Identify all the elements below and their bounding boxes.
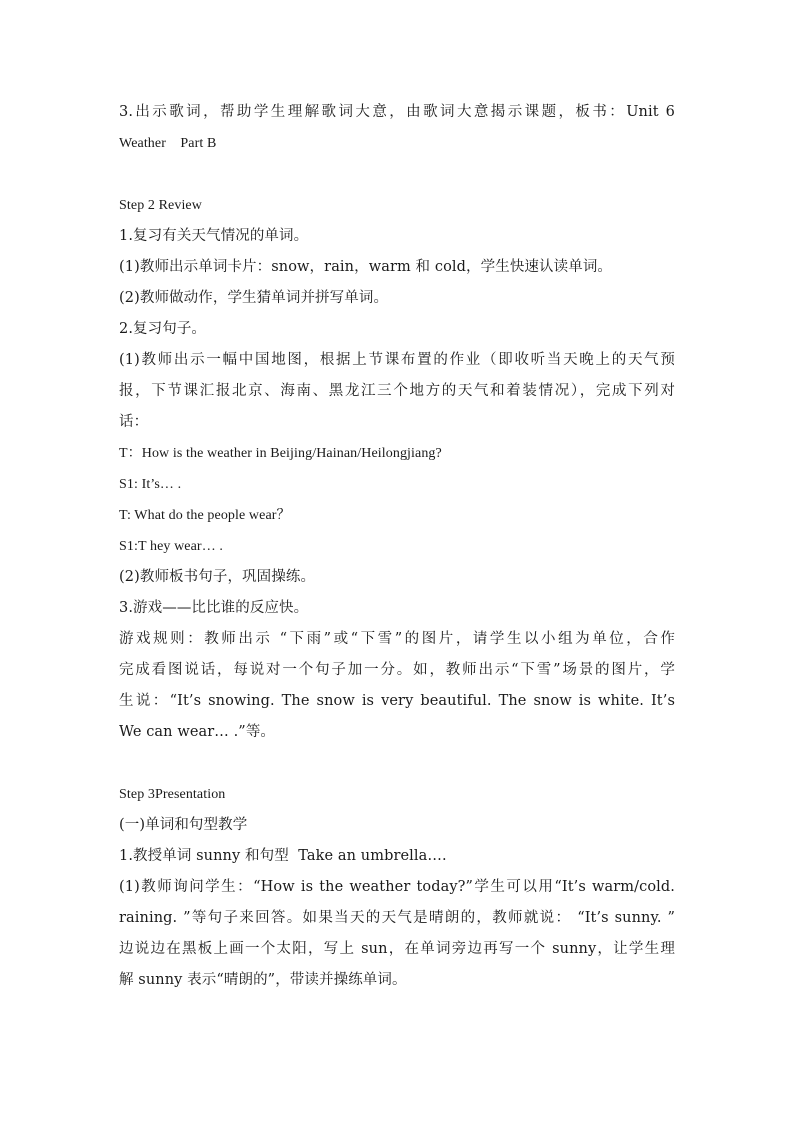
- text-line-18: 游戏规则：教师出示 “下雨”或“下雪”的图片，请学生以小组为单位，合作: [119, 631, 675, 647]
- text-line-7: (2)教师做动作，学生猜单词并拼写单词。: [119, 290, 389, 306]
- text-line-9: (1)教师出示一幅中国地图，根据上节课布置的作业（即收听当天晚上的天气预: [119, 352, 675, 368]
- blank-line: [119, 748, 675, 779]
- dialogue-line-4: S1:T hey wear… .: [119, 539, 223, 554]
- section-heading-step-3: Step 3Presentation: [119, 787, 226, 802]
- text-line-25: 1.教授单词 sunny 和句型 Take an umbrella….: [119, 848, 447, 864]
- text-line-20: 生说：“It’s snowing. The snow is very beautiful. The snow is white. It’s: [119, 693, 675, 709]
- text-line-24: (一)单词和句型教学: [119, 817, 248, 833]
- dialogue-line-2: S1: It’s… .: [119, 477, 182, 492]
- text-line-29: 解 sunny 表示“晴朗的”，带读并操练单词。: [119, 972, 407, 988]
- dialogue-line-1: T：How is the weather in Beijing/Hainan/Heilongjiang?: [119, 446, 442, 461]
- text-line-19: 完成看图说话，每说对一个句子加一分。如，教师出示“下雪”场景的图片，学: [119, 662, 675, 678]
- text-line-5: 1.复习有关天气情况的单词。: [119, 228, 309, 244]
- text-line-10: 报，下节课汇报北京、海南、黑龙江三个地方的天气和着装情况），完成下列对: [119, 383, 675, 399]
- dialogue-line-3: T: What do the people wear？: [119, 508, 291, 523]
- text-line-8: 2.复习句子。: [119, 321, 207, 337]
- text-line-6: (1)教师出示单词卡片：snow，rain，warm 和 cold，学生快速认读单词。: [119, 259, 613, 275]
- text-line-28: 边说边在黑板上画一个太阳，写上 sun，在单词旁边再写一个 sunny，让学生理: [119, 941, 675, 957]
- text-line-11: 话：: [119, 414, 149, 430]
- document-body: [119, 97, 675, 996]
- text-line-16: (2)教师板书句子，巩固操练。: [119, 569, 316, 585]
- text-line-27: raining. ”等句子来回答。如果当天的天气是晴朗的，教师就说： “It’s sunny. ”: [119, 910, 675, 926]
- text-line-21: We can wear… .”等。: [119, 724, 276, 740]
- text-line-17: 3.游戏——比比谁的反应快。: [119, 600, 309, 616]
- text-line-1: 3.出示歌词，帮助学生理解歌词大意，由歌词大意揭示课题，板书：Unit 6: [119, 104, 675, 120]
- text-line-26: (1)教师询问学生：“How is the weather today?”学生可以用“It’s warm/cold.: [119, 879, 675, 895]
- text-line-2: Weather Part B: [119, 136, 217, 151]
- section-heading-step-2: Step 2 Review: [119, 198, 202, 213]
- blank-line: [119, 159, 675, 190]
